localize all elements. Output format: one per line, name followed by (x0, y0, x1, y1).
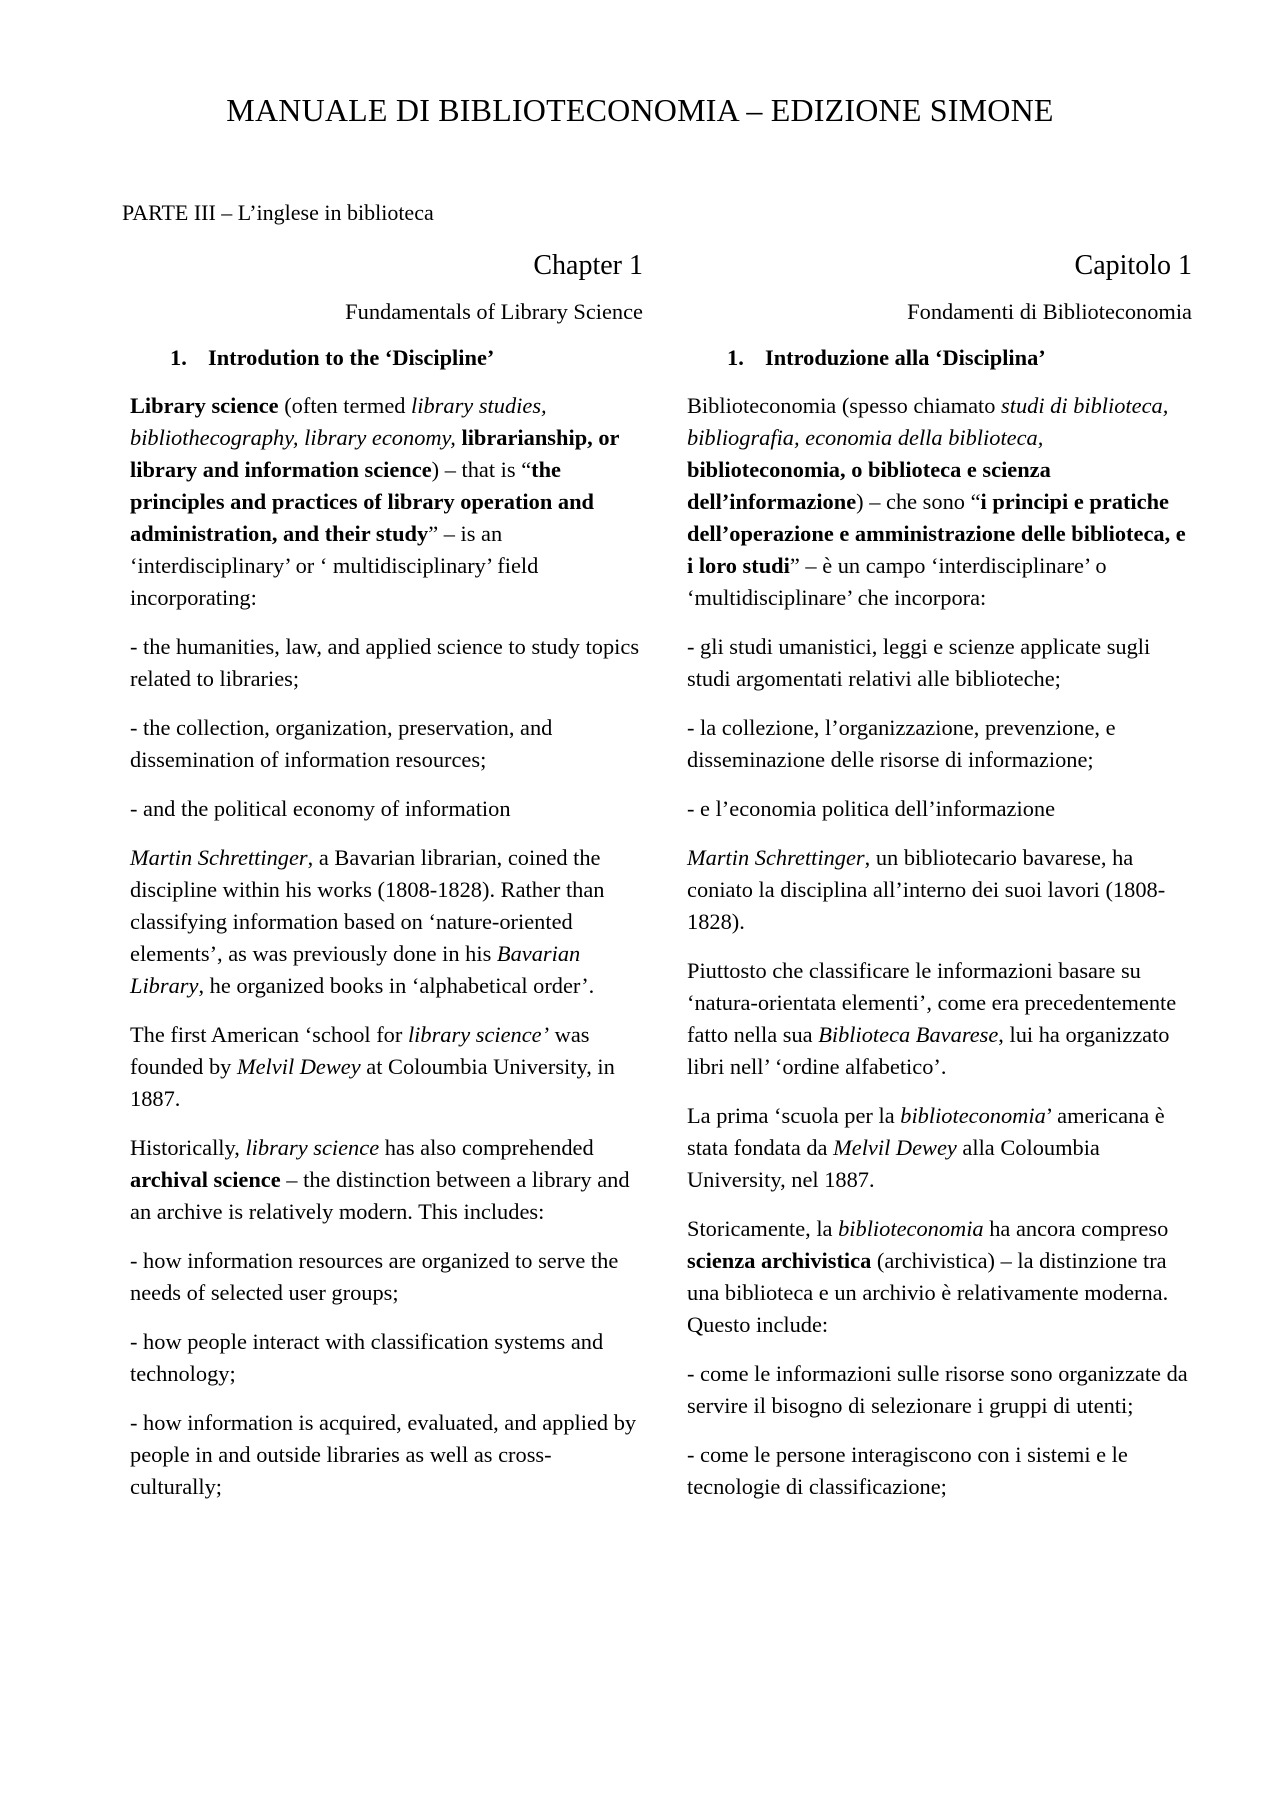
paragraph-first-school: La prima ‘scuola per la biblioteconomia’ americana è stata fondata da Melvil Dewey alla Coloumbia University, nel 1887. (687, 1103, 1165, 1192)
section-heading (727, 342, 1192, 374)
section-title: Introdution to the ‘Discipline’ (208, 345, 495, 370)
list-item: - come le informazioni sulle risorse sono organizzate da servire il bisogno di selezionare i gruppi di utenti; (687, 1361, 1188, 1418)
section-heading (170, 342, 643, 374)
list-item: - and the political economy of information (130, 796, 511, 821)
chapter-heading: Capitolo 1 (1074, 250, 1192, 281)
paragraph-definition: Library science (often termed library studies, bibliothecography, library economy, librarianship, or library and information science) – that is “the principles and practices of library operation and administration, and their study” – is an ‘interdisciplinary’ or ‘ multidisciplinary’ field incorporating: (130, 393, 620, 610)
list-item: - gli studi umanistici, leggi e scienze applicate sugli studi argomentati relativi alle biblioteche; (687, 634, 1151, 691)
paragraph-first-school: The first American ‘school for library science’ was founded by Melvil Dewey at Coloumbia University, in 1887. (130, 1022, 615, 1111)
list-item: - how people interact with classification systems and technology; (130, 1329, 604, 1386)
list-item: - the collection, organization, preservation, and dissemination of information resources; (130, 715, 553, 772)
list-item: - e l’economia politica dell’informazione (687, 796, 1056, 821)
chapter-subtitle: Fundamentals of Library Science (345, 299, 643, 324)
chapter-heading: Chapter 1 (533, 250, 643, 281)
paragraph-schrettinger: Martin Schrettinger, a Bavarian librarian, coined the discipline within his works (1808-1828). Rather than classifying information based on ‘nature-oriented elements’, as was previously done in his Bavarian Library, he organized books in ‘alphabetical order’. (130, 845, 605, 998)
english-column (130, 248, 643, 1520)
section-title: Introduzione alla ‘Disciplina’ (765, 345, 1046, 370)
paragraph-classification: Piuttosto che classificare le informazioni basare su ‘natura-orientata elementi’, come era precedentemente fatto nella sua Biblioteca Bavarese, lui ha organizzato libri nell’ ‘ordine alfabetico’. (687, 958, 1177, 1079)
chapter-subtitle: Fondamenti di Biblioteconomia (907, 299, 1192, 324)
list-item: - la collezione, l’organizzazione, prevenzione, e disseminazione delle risorse di informazione; (687, 715, 1116, 772)
section-number: 1. (170, 345, 187, 370)
list-item: - the humanities, law, and applied science to study topics related to libraries; (130, 634, 640, 691)
section-number: 1. (727, 345, 744, 370)
paragraph-historically: Storicamente, la biblioteconomia ha ancora compreso scienza archivistica (archivistica) – la distinzione tra una biblioteca e un archivio è relativamente moderna. Questo include: (687, 1216, 1169, 1337)
list-item: - how information is acquired, evaluated, and applied by people in and outside libraries as well as cross-culturally; (130, 1410, 637, 1499)
part-heading: PARTE III – L’inglese in biblioteca (122, 200, 434, 225)
paragraph-historically: Historically, library science has also comprehended archival science – the distinction between a library and an archive is relatively modern. This includes: (130, 1135, 630, 1224)
italian-column (687, 248, 1192, 1520)
paragraph-schrettinger: Martin Schrettinger, un bibliotecario bavarese, ha coniato la disciplina all’interno dei suoi lavori (1808-1828). (687, 845, 1166, 934)
paragraph-definition: Biblioteconomia (spesso chiamato studi di biblioteca, bibliografia, economia della biblioteca, biblioteconomia, o biblioteca e scienza dell’informazione) – che sono “i principi e pratiche dell’operazione e amministrazione delle biblioteca, e i loro studi” – è un campo ‘interdisciplinare’ o ‘multidisciplinare’ che incorpora: (687, 393, 1186, 610)
list-item: - how information resources are organized to serve the needs of selected user groups; (130, 1248, 619, 1305)
list-item: - come le persone interagiscono con i sistemi e le tecnologie di classificazione; (687, 1442, 1128, 1499)
document-title: MANUALE DI BIBLIOTECONOMIA – EDIZIONE SIMONE (226, 92, 1054, 128)
